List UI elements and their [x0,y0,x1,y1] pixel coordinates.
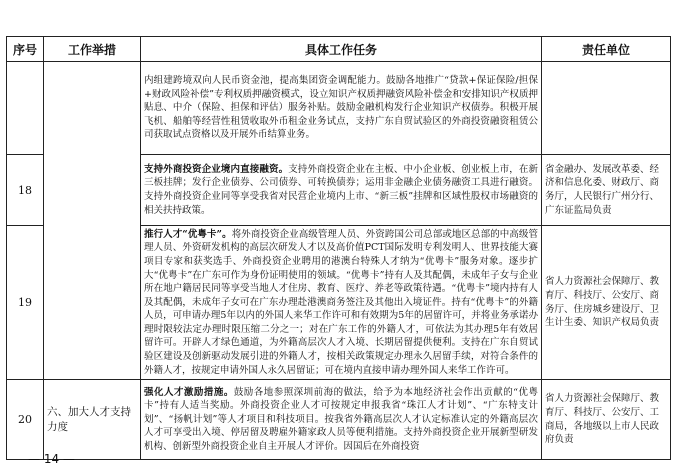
row-number [7,62,44,155]
unit-cell [542,62,671,155]
table-header-row [7,37,671,62]
work-task-table [6,36,671,460]
row-number: 20 [7,380,44,460]
row-number: 19 [7,226,44,380]
task-cell [141,380,542,460]
header-serial-number: 序号 [7,37,44,62]
header-specific-task: 具体工作任务 [141,37,542,62]
unit-cell: 省金融办、发展改革委、经济和信息化委、财政厅、商务厅，人民银行广州分行、广东证监局负责 [542,155,671,226]
task-cell [141,62,542,155]
measure-cell [44,62,141,380]
task-cell [141,226,542,380]
page-number: — 14 — [28,452,75,466]
task-cell [141,155,542,226]
task-title: 推行人才“优粤卡”。 [144,228,232,240]
row-number: 18 [7,155,44,226]
task-title: 支持外商投资企业境内直接融资。 [144,163,289,175]
table-row [7,380,671,460]
header-responsible-unit: 责任单位 [542,37,671,62]
task-title: 强化人才激励措施。 [144,386,234,398]
table-row [7,62,671,155]
task-body: 支持外商投资企业在主板、中小企业板、创业板上市，在新三板挂牌；发行企业债券、公司债券、可转换债券；运用非金融企业债务融资工具进行融资。支持外商投资企业同等享受我省对民营企业境内上市、“新三板”挂牌和区域性股权市场融资的相关扶持政策。 [144,163,538,216]
task-body: 鼓励各地参照深圳前海的做法，给予为本地经济社会作出贡献的“优粤卡”持有人适当奖励。外商投资企业人才可按规定申报我省“珠江人才计划”、“广东特支计划”、“扬帆计划”等人才项目和科技项目。按我省外籍高层次人才认定标准认定的外籍高层次人才可享受出入境、停居留及聘雇外籍家政人员等便利措施。支持外商投资企业开展新型研发机构、创新型外商投资企业自主开展人才评价。因国后在外商投资 [144,386,538,452]
task-body: 将外商投资企业高级管理人员、外资跨国公司总部或地区总部的中高级管理人员、外资研发机构的高层次研发人才以及高价值PCT国际发明专利发明人、世界技能大赛项目专家和获奖选手、外商投资企业聘用的港澳台特殊人才纳为“优粤卡”服务对象。逐步扩大“优粤卡”在广东可作为身份证明使用的领域。“优粤卡”持有人及其配偶，未成年子女与企业所在地户籍居民同等享受当地人才住房、教育、医疗、养老等政策待遇。“优粤卡”境内持有人及其配偶，未成年子女可在广东办理赴港澳商务签注及其他出入境证件。持有“优粤卡”的外籍人员，可申请办理5年以内的外国人来华工作许可和有效期为5年的居留许可，并将业务承诺办理时限较法定办理时限压缩二分之一；对在广东工作的外籍人才，可依法为其办理5年有效居留许可。开辟人才绿色通道，为外籍高层次人才入境、长期居留提供便利。支持在广东自贸试验区建设及创新驱动发展引进的外籍人才，按相关政策规定办理永久居留手续，对符合条件的外籍人才，按规定申请外国人永久居留证；可在境内直接申请办理外国人来华工作许可。 [144,228,538,376]
measure-cell: 六、加大人才支持力度 [44,380,141,460]
unit-cell: 省人力资源社会保障厅、教育厅、科技厅、公安厅、工商局，各地级以上市人民政府负责 [542,380,671,460]
unit-cell: 省人力资源社会保障厅、教育厅、科技厅、公安厅、商务厅、住房城乡建设厅、卫生计生委、知识产权局负责 [542,226,671,380]
task-body: 内组建跨境双向人民币资金池，提高集团资金调配能力。鼓励各地推广“贷款+保证保险/担保+财政风险补偿”专利权质押融资模式，设立知识产权质押融资风险补偿金和安排知识产权质押贴息、中介（保险、担保和评估）服务补贴。鼓励金融机构发行企业知识产权债券。积极开展飞机、船舶等经营性租赁收取外币租金业务试点，支持广东自贸试验区的外商投资融资租赁公司获取试点资格以及开展外币结算业务。 [144,75,538,141]
header-work-measure: 工作举措 [44,37,141,62]
